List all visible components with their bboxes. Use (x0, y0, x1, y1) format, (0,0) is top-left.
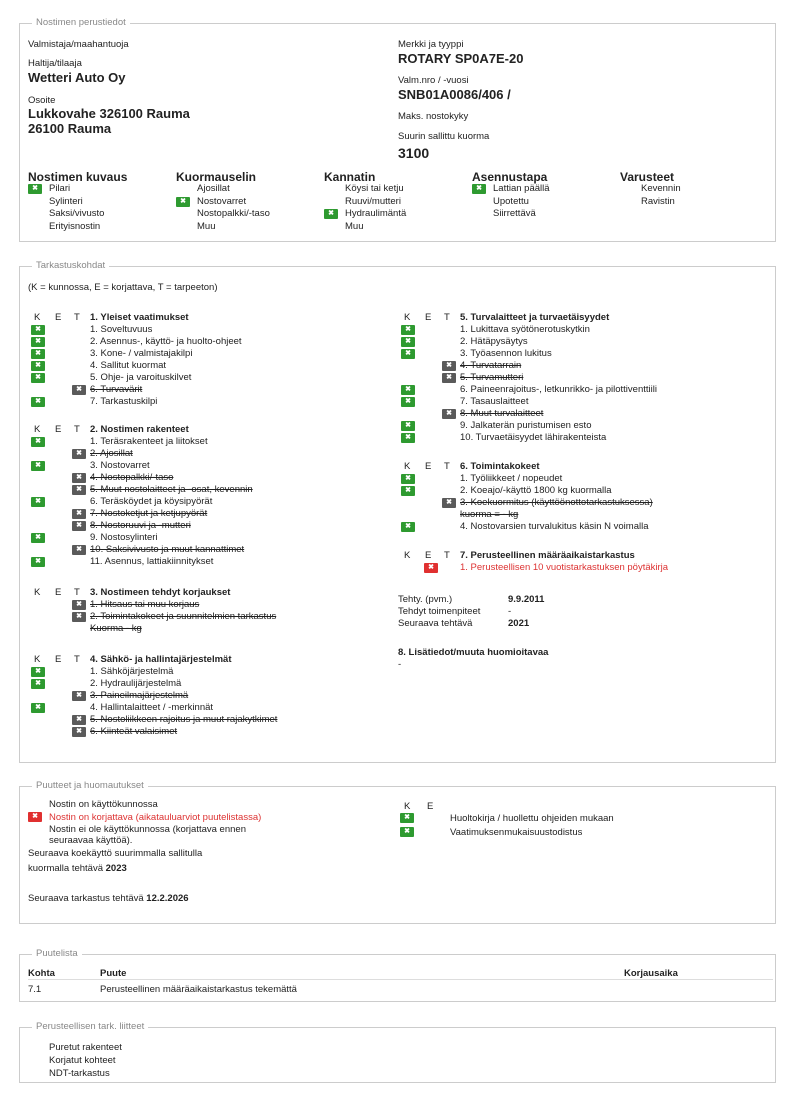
col-kohta: Kohta (28, 968, 55, 979)
col-e: E (425, 312, 432, 323)
inspection-item: 4. Sallitut kuormat (90, 360, 167, 371)
section-title: 3. Nostimeen tehdyt korjaukset (90, 587, 231, 598)
section-title: 6. Toimintakokeet (460, 461, 540, 472)
status-icon: ✖ (31, 325, 45, 335)
brand-label: Merkki ja tyyppi (398, 39, 464, 50)
serial-value: SNB01A0086/406 / (398, 87, 511, 102)
defects-legend: Puutteet ja huomautukset (32, 780, 148, 792)
inspection-item: 6. Turvavärit (90, 384, 143, 395)
desc-item-label: Lattian päällä (493, 183, 550, 194)
fault-row-kohta: 7.1 (28, 984, 42, 995)
done-value: 9.9.2011 (508, 594, 545, 605)
status-icon: ✖ (31, 337, 45, 347)
section-title: 4. Sähkö- ja hallintajärjestelmät (90, 654, 232, 665)
desc-item-label: Hydraulimäntä (345, 208, 407, 220)
status-icon: ✖ (401, 486, 415, 496)
attachments-legend: Perusteellisen tark. liitteet (32, 1021, 148, 1033)
inspection-item-cont: kuorma = - kg (460, 509, 519, 520)
inspection-item: 2. Koeajo/-käyttö 1800 kg kuormalla (460, 485, 612, 496)
inspection-item: 2. Ajosillat (90, 448, 133, 459)
col-puute: Puute (100, 968, 127, 979)
status-icon: ✖ (401, 433, 415, 443)
faults-panel (19, 948, 776, 1002)
inspection-item: 1. Työliikkeet / nopeudet (460, 473, 563, 484)
done-label: Tehty. (pvm.) (398, 594, 453, 605)
col-k: K (34, 424, 41, 435)
desc-group-title: Kannatin (324, 170, 376, 184)
status-usable: Nostin on käyttökunnossa (49, 799, 158, 810)
attachments-panel (19, 1021, 776, 1083)
inspection-item: 7. Tasauslaitteet (460, 396, 529, 407)
status-icon: ✖ (401, 397, 415, 407)
brand-value: ROTARY SP0A7E-20 (398, 51, 524, 66)
desc-item-label: Sylinteri (49, 195, 83, 207)
desc-item-label: Köysi tai ketju (345, 183, 404, 194)
col-k: K (34, 312, 41, 323)
inspection-item: 11. Asennus, lattiakiinnitykset (90, 556, 214, 567)
status-icon: ✖ (442, 498, 456, 508)
next-inspection-date: 12.2.2026 (146, 893, 189, 904)
status-key: (K = kunnossa, E = korjattava, T = tarpeeton) (28, 282, 218, 293)
desc-item-label: Muu (345, 220, 364, 232)
status-checkbox: ✖ (28, 812, 42, 822)
desc-item-label: Muu (197, 220, 216, 232)
col-k: K (404, 312, 411, 323)
inspection-item: 5. Turvamutteri (460, 372, 524, 383)
inspection-item: 2. Toimintakokeet ja suunnitelmien tarkastus (90, 611, 277, 622)
defects-panel (19, 780, 776, 924)
section-title: 5. Turvalaitteet ja turvaetäisyydet (460, 312, 610, 323)
measures-value: - (508, 606, 512, 617)
col-t: T (74, 654, 80, 665)
desc-item-label: Ajosillat (197, 183, 230, 194)
status-icon: ✖ (72, 521, 86, 531)
next-inspection-row (28, 893, 189, 904)
inspection-item: 1. Sähköjärjestelmä (90, 666, 174, 677)
status-icon: ✖ (31, 437, 45, 447)
desc-group-title: Asennustapa (472, 170, 548, 184)
extra-value: - (398, 659, 402, 670)
col-e: E (55, 424, 62, 435)
status-icon: ✖ (401, 385, 415, 395)
section-title: 7. Perusteellinen määräaikaistarkastus (460, 550, 635, 561)
desc-item-label: Saksi/vivusto (49, 208, 105, 220)
col-e: E (425, 550, 432, 561)
inspection-item: 7. Tarkastuskilpi (90, 396, 158, 407)
desc-group-title: Varusteet (620, 170, 675, 184)
status-icon: ✖ (72, 691, 86, 701)
inspection-item: 5. Ohje- ja varoituskilvet (90, 372, 192, 383)
col-e: E (55, 312, 62, 323)
section-title: 1. Yleiset vaatimukset (90, 312, 189, 323)
status-icon: ✖ (442, 373, 456, 383)
status-icon: ✖ (31, 361, 45, 371)
address-line2: 26100 Rauma (28, 121, 112, 136)
status-icon: ✖ (31, 533, 45, 543)
inspection-item: 2. Asennus-, käyttö- ja huolto-ohjeet (90, 336, 242, 347)
next-value: 2021 (508, 618, 530, 629)
desc-item-label: Kevennin (641, 183, 681, 194)
status-icon: ✖ (31, 397, 45, 407)
attachment-item: NDT-tarkastus (49, 1068, 110, 1079)
status-icon: ✖ (72, 385, 86, 395)
status-icon: ✖ (442, 409, 456, 419)
basic-info-legend: Nostimen perustiedot (32, 17, 130, 29)
capacity-label: Maks. nostokyky (398, 111, 469, 122)
inspection-item: 4. Nostovarsien turvalukitus käsin N voimalla (460, 521, 649, 532)
status-icon: ✖ (72, 509, 86, 519)
inspection-item: 1. Hitsaus tai muu korjaus (90, 599, 200, 610)
status-icon: ✖ (442, 361, 456, 371)
inspection-panel (19, 260, 776, 763)
inspection-item: 3. Paineilmajärjestelmä (90, 690, 189, 701)
next-test-1: Seuraava koekäyttö suurimmalla sallitulla (28, 848, 203, 859)
manufacturer-label: Valmistaja/maahantuoja (28, 39, 129, 50)
status-icon: ✖ (401, 337, 415, 347)
conformity-cert: Vaatimuksenmukaisuustodistus (450, 827, 583, 838)
inspection-item: 10. Turvaetäisyydet lähirakenteista (460, 432, 607, 443)
inspection-item: 4. Nostopalkki/-taso (90, 472, 174, 483)
desc-item-label: Siirrettävä (493, 208, 536, 220)
status-icon: ✖ (401, 522, 415, 532)
status-icon: ✖ (31, 703, 45, 713)
inspection-item: 8. Nostoruuvi ja -mutteri (90, 520, 191, 531)
check-icon: ✖ (400, 813, 414, 823)
inspection-item: 2. Hätäpysäytys (460, 336, 528, 347)
status-icon: ✖ (401, 421, 415, 431)
basic-info-panel (19, 17, 776, 242)
status-icon: ✖ (31, 497, 45, 507)
col-e: E (425, 461, 432, 472)
next-test-2-row (28, 863, 127, 874)
desc-item-label: Nostopalkki/-taso (197, 208, 270, 220)
fail-icon: ✖ (424, 563, 438, 573)
col-k: K (404, 461, 411, 472)
status-icon: ✖ (31, 373, 45, 383)
check-icon: ✖ (400, 827, 414, 837)
attachment-item: Korjatut kohteet (49, 1055, 116, 1066)
inspection-item: 3. Työasennon lukitus (460, 348, 552, 359)
desc-item-label: Nostovarret (197, 195, 247, 207)
inspection-item: 3. Nostovarret (90, 460, 150, 471)
col-e: E (55, 654, 62, 665)
desc-group-title: Kuormauselin (176, 170, 257, 184)
next-test-year: 2023 (105, 863, 127, 874)
col-k: K (404, 801, 411, 812)
col-e: E (427, 801, 434, 812)
serial-label: Valm.nro / -vuosi (398, 75, 469, 86)
inspection-item-cont: Kuorma - kg (90, 623, 142, 634)
status-unusable-1: Nostin ei ole käyttökunnossa (korjattava ennen (49, 824, 246, 835)
desc-item-label: Upotettu (493, 195, 529, 207)
inspection-item: 9. Jalkaterän puristumisen esto (460, 420, 592, 431)
status-icon: ✖ (72, 485, 86, 495)
status-icon: ✖ (72, 449, 86, 459)
address-label: Osoite (28, 95, 56, 106)
next-test-2: kuormalla tehtävä (28, 863, 103, 874)
inspection-item: 6. Kiinteät valaisimet (90, 726, 178, 737)
inspection-item: 1. Soveltuvuus (90, 324, 153, 335)
inspection-item: 5. Muut nostolaitteet ja -osat, kevennin (90, 484, 253, 495)
status-icon: ✖ (72, 473, 86, 483)
desc-item-label: Ruuvi/mutteri (345, 195, 401, 207)
maxload-value: 3100 (398, 145, 430, 161)
status-icon: ✖ (72, 545, 86, 555)
desc-item-label: Pilari (49, 183, 71, 194)
next-inspection-label: Seuraava tarkastus tehtävä (28, 893, 144, 904)
col-t: T (74, 587, 80, 598)
section-title: 2. Nostimen rakenteet (90, 424, 189, 435)
status-icon: ✖ (401, 474, 415, 484)
col-korjausaika: Korjausaika (624, 968, 678, 979)
status-icon: ✖ (31, 667, 45, 677)
status-icon: ✖ (31, 679, 45, 689)
fault-row-puute: Perusteellinen määräaikaistarkastus tekemättä (100, 984, 297, 995)
col-k: K (34, 654, 41, 665)
inspection-item: 8. Muut turvalaitteet (460, 408, 544, 419)
status-icon: ✖ (72, 612, 86, 622)
status-icon: ✖ (31, 349, 45, 359)
col-t: T (444, 312, 450, 323)
faults-header (28, 967, 773, 980)
service-book: Huoltokirja / huollettu ohjeiden mukaan (450, 813, 614, 824)
inspection-item: 1. Perusteellisen 10 vuotistarkastuksen pöytäkirja (460, 562, 669, 573)
desc-item-label: Ravistin (641, 195, 675, 207)
col-t: T (444, 461, 450, 472)
inspection-item: 4. Turvatarrain (460, 360, 522, 371)
status-icon: ✖ (72, 727, 86, 737)
inspection-item: 10. Saksivivusto ja muut kannattimet (90, 544, 245, 555)
check-icon: ✖ (472, 184, 486, 194)
maxload-label: Suurin sallittu kuorma (398, 131, 490, 142)
inspection-item: 6. Teräsköydet ja köysipyörät (90, 496, 213, 507)
col-k: K (404, 550, 411, 561)
inspection-item: 1. Lukittava syötönerotuskytkin (460, 324, 590, 335)
status-icon: ✖ (72, 600, 86, 610)
status-icon: ✖ (401, 349, 415, 359)
inspection-item: 9. Nostosylinteri (90, 532, 158, 543)
inspection-item: 5. Nostoliikkeen rajoitus ja muut rajakytkimet (90, 714, 278, 725)
attachment-item: Puretut rakenteet (49, 1042, 122, 1053)
status-icon: ✖ (72, 715, 86, 725)
inspection-legend: Tarkastuskohdat (32, 260, 109, 272)
owner-value: Wetteri Auto Oy (28, 70, 126, 85)
check-icon: ✖ (324, 209, 338, 219)
col-e: E (55, 587, 62, 598)
address-line1: Lukkovahe 326100 Rauma (28, 106, 190, 121)
inspection-item: 2. Hydraulijärjestelmä (90, 678, 182, 689)
inspection-item: 4. Hallintalaitteet / -merkinnät (90, 702, 214, 713)
col-t: T (74, 312, 80, 323)
status-unusable-2: seuraavaa käyttöä). (49, 835, 133, 846)
col-k: K (34, 587, 41, 598)
status-repair: Nostin on korjattava (aikatauluarviot puutelistassa) (49, 812, 262, 823)
owner-label: Haltija/tilaaja (28, 58, 82, 69)
check-icon: ✖ (176, 197, 190, 207)
inspection-item: 6. Paineenrajoitus-, letkunrikko- ja pilottiventtiili (460, 384, 657, 395)
faults-legend: Puutelista (32, 948, 82, 960)
inspection-item: 7. Nostoketjut ja ketjupyörät (90, 508, 208, 519)
col-t: T (74, 424, 80, 435)
next-label: Seuraava tehtävä (398, 618, 473, 629)
desc-group-title: Nostimen kuvaus (28, 170, 128, 184)
check-icon: ✖ (28, 184, 42, 194)
inspection-item: 3. Kone- / valmistajakilpi (90, 348, 193, 359)
extra-title: 8. Lisätiedot/muuta huomioitavaa (398, 647, 549, 658)
desc-item-label: Erityisnostin (49, 220, 101, 232)
measures-label: Tehdyt toimenpiteet (398, 606, 481, 617)
status-icon: ✖ (31, 461, 45, 471)
inspection-item: 1. Teräsrakenteet ja liitokset (90, 436, 208, 447)
status-icon: ✖ (401, 325, 415, 335)
col-t: T (444, 550, 450, 561)
status-icon: ✖ (31, 557, 45, 567)
inspection-item: 3. Koekuormitus (käyttöönottotarkastuksessa) (460, 497, 653, 508)
